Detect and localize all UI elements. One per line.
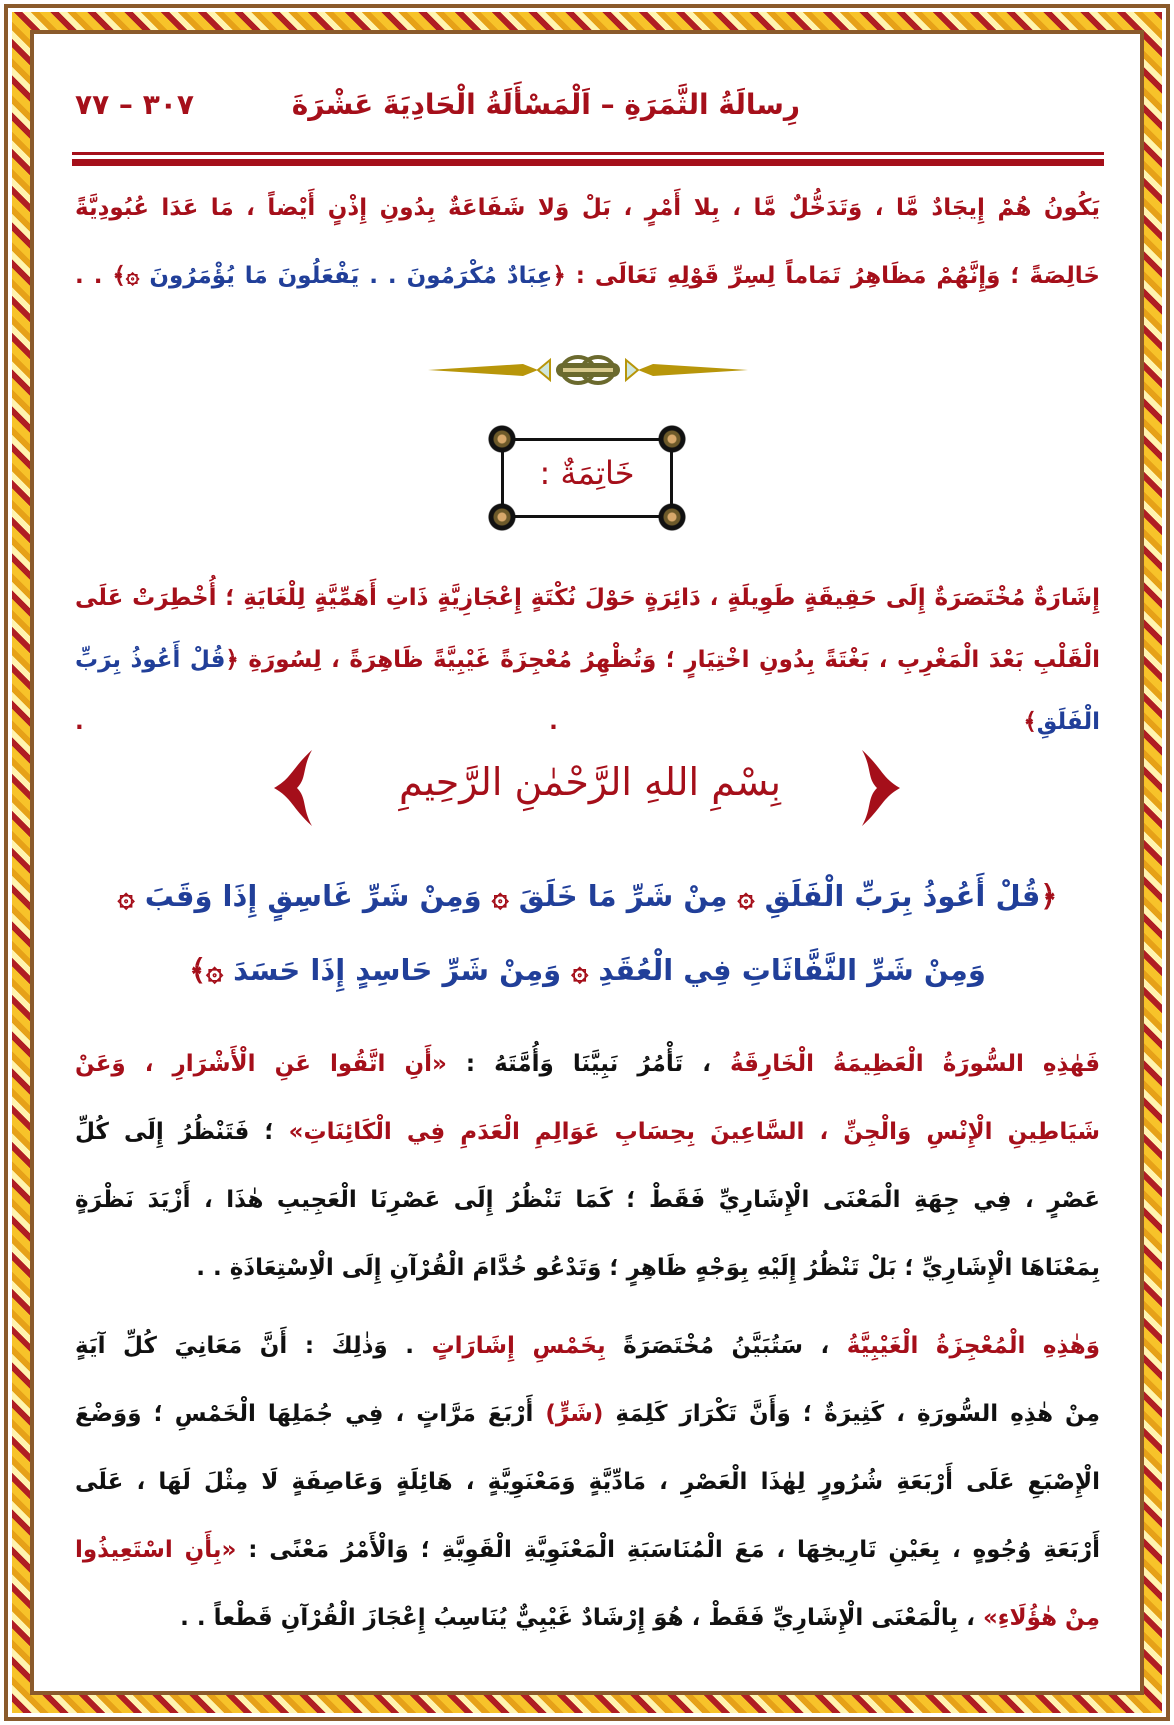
khatima-title-box (487, 424, 687, 532)
text-line (75, 1516, 1100, 1584)
khatima-label: خَاتِمَةٌ : (539, 454, 635, 492)
paragraph-1 (75, 174, 1100, 310)
body-text: ؛ فَتَنْظُرُ إِلَى كُلِّ (75, 1119, 289, 1145)
text-line (75, 174, 1100, 242)
highlighted-text: ۞ (561, 953, 599, 987)
left-flourish-icon (272, 748, 322, 828)
right-flourish-icon (852, 748, 902, 828)
highlighted-text: ۞ (117, 879, 145, 913)
text-line (75, 933, 1100, 1007)
corner-ornament-icon (657, 502, 687, 532)
text-line (75, 1448, 1100, 1516)
text-line (75, 629, 1100, 753)
corner-ornament-icon (657, 424, 687, 454)
corner-ornament-icon (487, 502, 517, 532)
page-number: ٣٠٧ – ٧٧ (75, 88, 194, 121)
body-text: عَصْرٍ ، فِي جِهَةِ الْمَعْنَى الْإِشَارِيِّ فَقَطْ ؛ كَمَا تَنْظُرُ إِلَى عَصْرِنَا الْعَجِيبِ هٰذَا ، أَزْيَدَ نَظْرَةٍ (75, 1187, 1100, 1213)
text-line (75, 1584, 1100, 1652)
highlighted-text: «بِأَنِ اسْتَعِيذُوا (75, 1537, 237, 1563)
header-rule-thick (72, 159, 1104, 166)
text-line (75, 1380, 1100, 1448)
body-text: أَرْبَعَةِ وُجُوهٍ ، بِعَيْنِ تَارِيخِهَا ، مَعَ الْمُنَاسَبَةِ الْمَعْنَوِيَّةِ الْقَوِيَّةِ ؛ وَالْأَمْرُ مَعْنًى : (236, 1537, 1100, 1563)
highlighted-text: فَهٰذِهِ السُّورَةُ الْعَظِيمَةُ الْخَارِقَةُ (729, 1051, 1100, 1077)
text-line (75, 1030, 1100, 1098)
text-line (75, 859, 1100, 933)
quran-quote: قُلْ أَعُوذُ بِرَبِّ الْفَلَقِ (764, 879, 1041, 913)
highlighted-text: ۞﴾ . . (75, 263, 150, 289)
highlighted-text: وَهٰذِهِ الْمُعْجِزَةُ الْغَيْبِيَّةُ (846, 1333, 1100, 1359)
body-text: بِمَعْنَاهَا الْإِشَارِيِّ ؛ بَلْ تَنْظُرُ إِلَيْهِ بِوَجْهٍ ظَاهِرٍ ؛ وَتَدْعُو خُدَّامَ الْقُرْآنِ إِلَى الْاِسْتِعَاذَةِ . . (196, 1255, 1100, 1281)
highlighted-text: إِشَارَةٌ مُخْتَصَرَةٌ إِلَى حَقِيقَةٍ طَوِيلَةٍ ، دَائِرَةٍ حَوْلَ نُكْتَةٍ إِعْجَازِيَّةٍ ذَاتِ أَهَمِّيَّةٍ لِلْغَايَةِ ؛ أُخْطِرَتْ عَلَى (75, 585, 1100, 611)
header-title: رِسالَةُ الثَّمَرَةِ – اَلْمَسْأَلَةُ الْحَادِيَةَ عَشْرَةَ (291, 88, 800, 121)
highlighted-text: «أَنِ اتَّقُوا عَنِ الْأَشْرَارِ ، وَعَنْ (75, 1051, 447, 1077)
body-text: أَرْبَعَ مَرَّاتٍ ، فِي جُمَلِهَا الْخَمْسِ ؛ وَوَضْعَ (75, 1401, 546, 1427)
highlighted-text: خَالِصَةً ؛ وَإِنَّهُمْ مَظَاهِرُ تَمَاماً لِسِرِّ قَوْلِهِ تَعَالَى : ﴿ (552, 263, 1101, 289)
quran-quote: وَمِنْ شَرِّ حَاسِدٍ إِذَا حَسَدَ (233, 953, 562, 987)
highlighted-text: ﴿ (1040, 879, 1058, 913)
highlighted-text: بِخَمْسِ إِشَارَاتٍ (431, 1333, 606, 1359)
text-line (75, 242, 1100, 310)
paragraph-2 (75, 567, 1100, 753)
body-text: مِنْ هٰذِهِ السُّورَةِ ، كَثِيرَةٌ ؛ وَأَنَّ تَكْرَارَ كَلِمَةِ (603, 1401, 1100, 1427)
body-text: ، بِالْمَعْنَى الْإِشَارِيِّ فَقَطْ ، هُوَ إِرْشَادٌ غَيْبِيٌّ يُنَاسِبُ إِعْجَازَ الْقُرْآنِ قَطْعاً . . (180, 1605, 983, 1631)
text-line (75, 1166, 1100, 1234)
corner-ornament-icon (487, 424, 517, 454)
header-rule-thin (72, 152, 1104, 155)
paragraph-4 (75, 1312, 1100, 1652)
highlighted-text: يَكُونُ هُمْ إِيجَادٌ مَّا ، وَتَدَخُّلٌ مَّا ، بِلا أَمْرٍ ، بَلْ وَلا شَفَاعَةٌ بِدُونِ إِذْنٍ أَيْضاً ، مَا عَدَا عُبُودِيَّةً (75, 195, 1100, 221)
highlighted-text: شَيَاطِينِ الْإِنْسِ وَالْجِنِّ ، السَّاعِينَ بِحِسَابِ عَوَالِمِ الْعَدَمِ فِي الْكَائِنَاتِ» (288, 1119, 1100, 1145)
body-text: ، سَتُبَيَّنُ مُخْتَصَرَةً (605, 1333, 847, 1359)
highlighted-text: الْقَلْبِ بَعْدَ الْمَغْرِبِ ، بَغْتَةً بِدُونِ اخْتِيَارٍ ؛ وَتُظْهِرُ مُعْجِزَةً غَيْبِيَّةً ظَاهِرَةً ، لِسُورَةِ ﴿ (225, 647, 1100, 673)
surah-falaq (75, 859, 1100, 1007)
highlighted-text: ۞ (727, 879, 765, 913)
quran-quote: قُلْ أَعُوذُ بِرَبِّ الْفَلَقِ (75, 647, 1100, 735)
highlighted-text: ﴾ . . (75, 709, 1037, 735)
highlighted-text: ۞﴾ (189, 953, 234, 987)
ornamental-divider-icon (428, 350, 748, 390)
text-line (75, 567, 1100, 629)
text-line (75, 1098, 1100, 1166)
quran-quote: مِنْ شَرِّ مَا خَلَقَ (518, 879, 728, 913)
body-text: . وَذٰلِكَ : أَنَّ مَعَانِيَ كُلِّ آيَةٍ (75, 1333, 432, 1359)
highlighted-text: (شَرٍّ) (545, 1401, 604, 1427)
paragraph-3 (75, 1030, 1100, 1302)
body-text: الْإِصْبَعِ عَلَى أَرْبَعَةِ شُرُورٍ لِهٰذَا الْعَصْرِ ، مَادِّيَّةٍ وَمَعْنَوِيَّةٍ ، هَائِلَةٍ وَعَاصِفَةٍ لَا مِثْلَ لَهَا ، عَلَى (75, 1469, 1100, 1495)
text-line (75, 1312, 1100, 1380)
highlighted-text: ۞ (481, 879, 519, 913)
text-line (75, 1234, 1100, 1302)
quran-quote: وَمِنْ شَرِّ النَّفَّاثَاتِ فِي الْعُقَدِ (598, 953, 986, 987)
quran-quote: عِبَادٌ مُكْرَمُونَ . . يَفْعَلُونَ مَا يُؤْمَرُونَ (149, 263, 553, 289)
highlighted-text: مِنْ هٰؤُلَاءِ» (982, 1605, 1100, 1631)
body-text: ، تَأْمُرُ نَبِيَّنَا وَأُمَّتَهُ : (446, 1051, 730, 1077)
bismillah-calligraphy: بِسْمِ اللهِ الرَّحْمٰنِ الرَّحِيمِ (399, 760, 781, 804)
quran-quote: وَمِنْ شَرِّ غَاسِقٍ إِذَا وَقَبَ (144, 879, 482, 913)
running-header (75, 88, 1100, 132)
